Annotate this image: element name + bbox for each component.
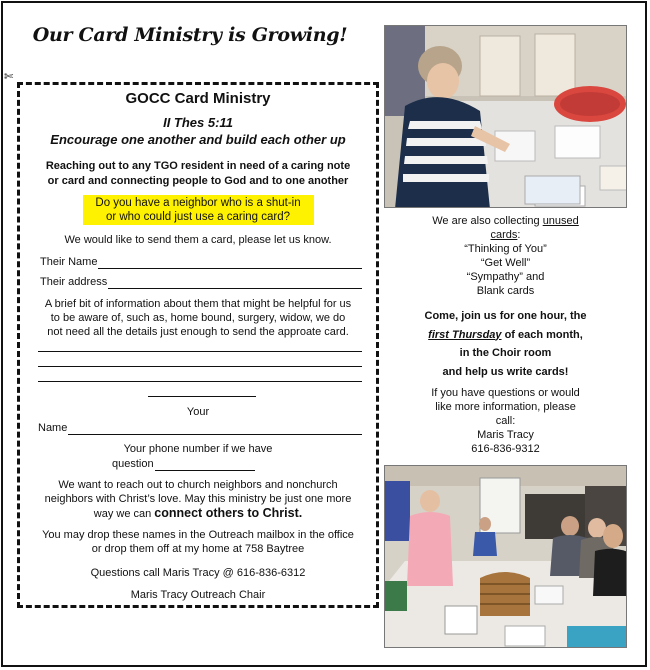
come-line-4: and help us write cards! <box>442 365 569 378</box>
your-name-line[interactable] <box>68 424 362 435</box>
info-line-4[interactable] <box>148 396 256 397</box>
connect-others-emphasis: connect others to Christ. <box>154 506 303 520</box>
card-type-thinking: “Thinking of You” <box>464 243 547 255</box>
info-line-3[interactable] <box>38 381 362 382</box>
info-line-1[interactable] <box>38 351 362 352</box>
drop-line-2: or drop them off at my home at 758 Baytree <box>91 543 305 555</box>
phone-line[interactable] <box>155 460 255 471</box>
your-label: Your <box>186 406 210 418</box>
coupon-form <box>17 82 379 608</box>
contact-info <box>384 386 627 456</box>
their-name-line[interactable] <box>98 258 362 269</box>
their-address-label: Their address <box>40 276 108 288</box>
scissors-icon: ✄ <box>4 71 14 83</box>
come-line-2: of each month, <box>501 328 583 341</box>
reach-line-2: neighbors with Christ’s love. May this ministry be just one more <box>44 493 352 505</box>
mission-line-2: or card and connecting people to God and to one another <box>47 175 349 187</box>
verse-text: Encourage one another and build each other up <box>50 132 346 147</box>
photo-card-writing <box>384 25 627 208</box>
verse-reference: II Thes 5:11 <box>163 115 233 130</box>
their-address-field[interactable] <box>40 275 362 289</box>
card-type-blank: Blank cards <box>476 285 535 297</box>
headline: Our Card Ministry is Growing! <box>32 24 348 46</box>
brief-line-1: A brief bit of information about them that might be helpful for us <box>44 298 352 310</box>
their-address-line[interactable] <box>108 278 362 289</box>
their-name-label: Their Name <box>40 256 98 268</box>
highlight-box <box>83 195 314 225</box>
contact-name: Maris Tracy <box>477 429 534 441</box>
contact-line-2: like more information, please <box>435 401 576 413</box>
come-line-1: Come, join us for one hour, the <box>424 310 587 322</box>
info-line-2[interactable] <box>38 366 362 367</box>
reach-line-1: We want to reach out to church neighbors and nonchurch <box>58 479 338 491</box>
reach-line-3: way we can <box>93 508 155 520</box>
card-type-get-well: “Get Well” <box>480 257 531 269</box>
your-name-field[interactable] <box>38 421 362 435</box>
send-card-text: We would like to send them a card, please let us know. <box>64 234 332 246</box>
highlight-question <box>20 195 376 225</box>
reach-out-text <box>20 478 376 521</box>
coupon-title: GOCC Card Ministry <box>125 90 271 107</box>
phone-label-line-2: question <box>112 458 154 470</box>
card-type-sympathy: “Sympathy” and <box>466 271 545 283</box>
photo-group-ministry <box>384 465 627 648</box>
contact-phone: 616-836-9312 <box>471 443 540 455</box>
brief-line-2: to be aware of, such as, home bound, surgery, widow, we do <box>50 312 346 324</box>
come-line-3: in the Choir room <box>459 347 552 359</box>
brief-info-text <box>20 297 376 339</box>
questions-contact: Questions call Maris Tracy @ 616-836-6312 <box>90 567 306 579</box>
drop-off-text <box>20 528 376 556</box>
mission-statement <box>20 159 376 189</box>
highlight-line-2: or who could just use a caring card? <box>105 211 291 223</box>
contact-line-3: call: <box>495 415 516 427</box>
contact-line-1: If you have questions or would <box>431 387 580 399</box>
phone-field[interactable] <box>112 457 255 471</box>
group-illustration <box>385 466 627 648</box>
unused-underlined: unused <box>542 215 579 227</box>
highlight-line-1: Do you have a neighbor who is a shut-in <box>95 197 301 209</box>
join-us-text <box>384 307 627 381</box>
cards-underlined: cards <box>490 229 518 241</box>
name-label: Name <box>38 422 68 434</box>
collecting-cards-text <box>384 214 627 298</box>
drop-line-1: You may drop these names in the Outreach mailbox in the office <box>42 529 354 541</box>
phone-label-line-1: Your phone number if we have <box>123 443 273 455</box>
outreach-chair: Maris Tracy Outreach Chair <box>130 589 266 601</box>
mission-line-1: Reaching out to any TGO resident in need of a caring note <box>45 160 351 172</box>
their-name-field[interactable] <box>40 255 362 269</box>
brief-line-3: not need all the details just enough to send the approate card. <box>47 326 349 338</box>
first-thursday-emphasis: first Thursday <box>428 328 502 341</box>
collect-text: We are also collecting <box>432 215 543 227</box>
collect-colon: : <box>517 229 521 241</box>
card-writing-illustration <box>385 26 627 208</box>
